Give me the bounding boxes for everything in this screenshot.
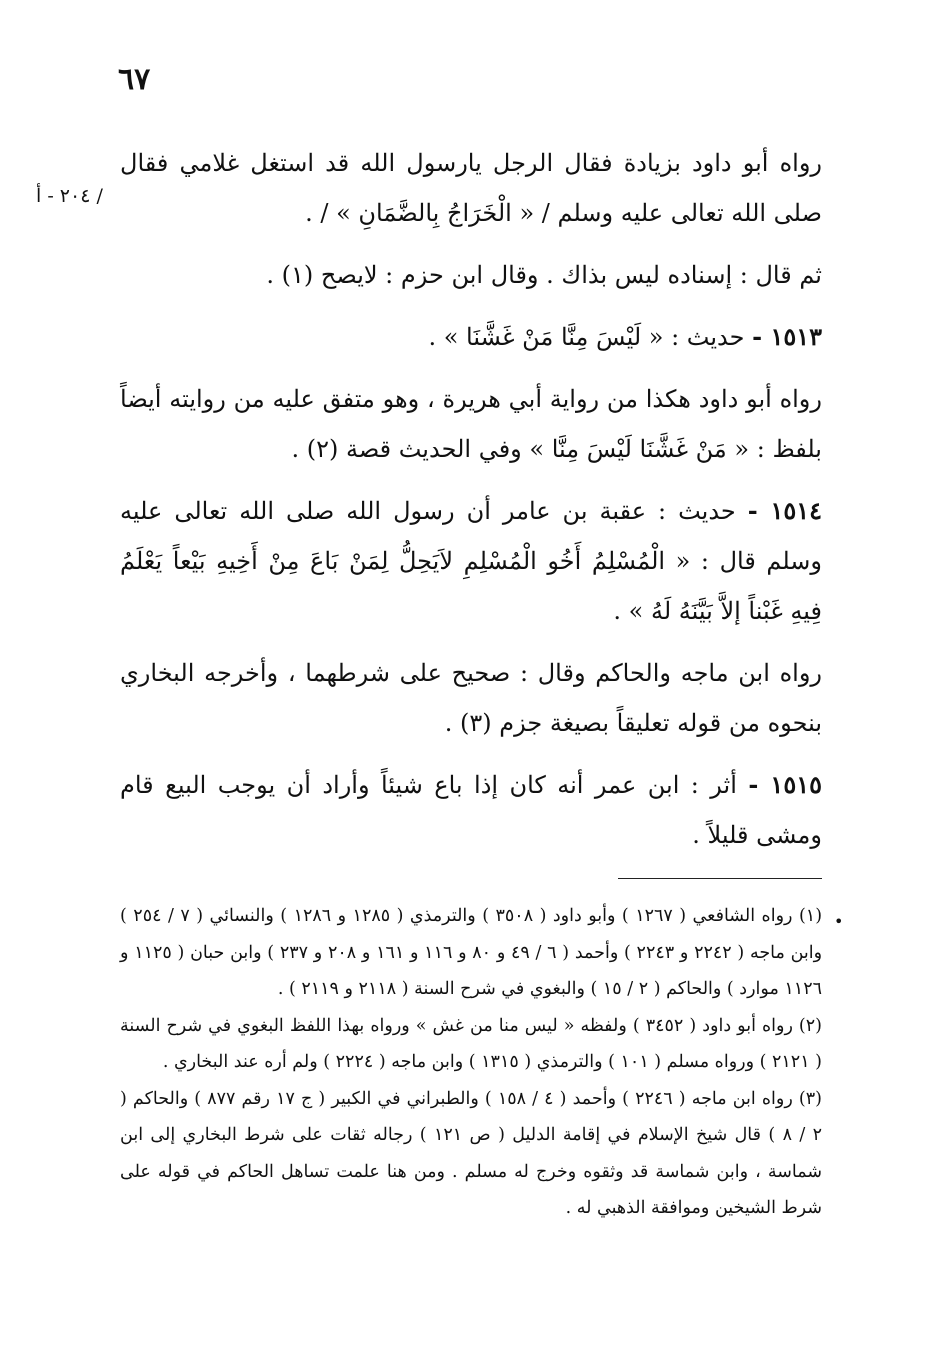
paragraph-text: ثم قال : إسناده ليس بذاك . وقال ابن حزم : لايصح (١) . — [266, 261, 822, 289]
main-text — [120, 138, 822, 872]
paragraph-text: حديث : عقبة بن عامر أن رسول الله صلى الله تعالى عليه وسلم قال : « الْمُسْلِمُ أَخُو الْمُسْلِمِ لاَيَحِلُّ لِمَنْ بَاعَ مِنْ أَخِيهِ بَيْعاً يَعْلَمُ فِيهِ غَبْناً إلاَّ بَيَّنَهُ لَهُ » . — [120, 497, 822, 625]
paragraph-text: رواه ابن ماجه والحاكم وقال : صحيح على شرطهما ، وأخرجه البخاري بنحوه من قوله تعليقاً بصيغة جزم (٣) . — [120, 659, 822, 737]
footnote-separator — [618, 878, 822, 879]
footnote: (٢) رواه أبو داود ( ٣٤٥٢ ) ولفظه « ليس منا من غش » ورواه بهذا اللفظ البغوي في شرح السنة ( ٢١٢١ ) ورواه مسلم ( ١٠١ ) والترمذي ( ١٣١٥ ) وابن ماجه ( ٢٢٢٤ ) ولم أره عند البخاري . — [120, 1015, 822, 1072]
paragraph — [120, 250, 822, 300]
footnote: (١) رواه الشافعي ( ١٢٦٧ ) وأبو داود ( ٣٥٠٨ ) والترمذي ( ١٢٨٥ و ١٢٨٦ ) والنسائي ( ٧ / ٢٥٤ ) وابن ماجه ( ٢٢٤٢ و ٢٢٤٣ ) وأحمد ( ٦ / ٤٩ و ٨٠ و ١١٦ و ١٦١ و ٢٠٨ و ٢٣٧ ) وابن حبان ( ١١٢٥ و ١١٢٦ موارد ) والحاكم ( ٢ / ١٥ ) والبغوي في شرح السنة ( ٢١١٨ و ٢١١٩ ) . — [120, 906, 823, 999]
paragraph — [120, 374, 822, 474]
paragraph — [120, 138, 822, 238]
paragraph — [120, 486, 822, 636]
hadith-number: ١٥١٥ - — [748, 770, 822, 799]
footnotes — [120, 898, 822, 1227]
paragraph — [120, 312, 822, 362]
hadith-number: ١٥١٤ - — [747, 496, 822, 525]
margin-dot: • — [834, 912, 844, 931]
paragraph — [120, 648, 822, 748]
paragraph-text: رواه أبو داود هكذا من رواية أبي هريرة ، وهو متفق عليه من روايته أيضاً بلفظ : « مَنْ غَشَّنَا لَيْسَ مِنَّا » وفي الحديث قصة (٢) . — [120, 385, 822, 463]
hadith-number: ١٥١٣ - — [752, 322, 822, 351]
margin-reference: / ٢٠٤ - أ — [36, 185, 103, 207]
paragraph — [120, 760, 822, 860]
paragraph-text: حديث : « لَيْسَ مِنَّا مَنْ غَشَّنَا » . — [428, 323, 745, 351]
footnote: (٣) رواه ابن ماجه ( ٢٢٤٦ ) وأحمد ( ٤ / ١٥٨ ) والطبراني في الكبير ( ج ١٧ رقم ٨٧٧ ) والحاكم ( ٢ / ٨ ) قال شيخ الإسلام في إقامة الدليل ( ص ١٢١ ) رجاله ثقات على شرط البخاري إلى ابن شماسة ، وابن شماسة قد وثقوه وخرج له مسلم . ومن هنا علمت تساهل الحاكم في قوله على شرط الشيخين وموافقة الذهبي له . — [120, 1088, 822, 1218]
paragraph-text: أثر : ابن عمر أنه كان إذا باع شيئاً وأراد أن يوجب البيع قام ومشى قليلاً . — [120, 771, 822, 849]
page-number: ٦٧ — [118, 62, 151, 97]
paragraph-text: رواه أبو داود بزيادة فقال الرجل يارسول الله قد استغل غلامي فقال صلى الله تعالى عليه وسلم / « الْخَرَاجُ بِالضَّمَانِ » / . — [120, 149, 823, 227]
